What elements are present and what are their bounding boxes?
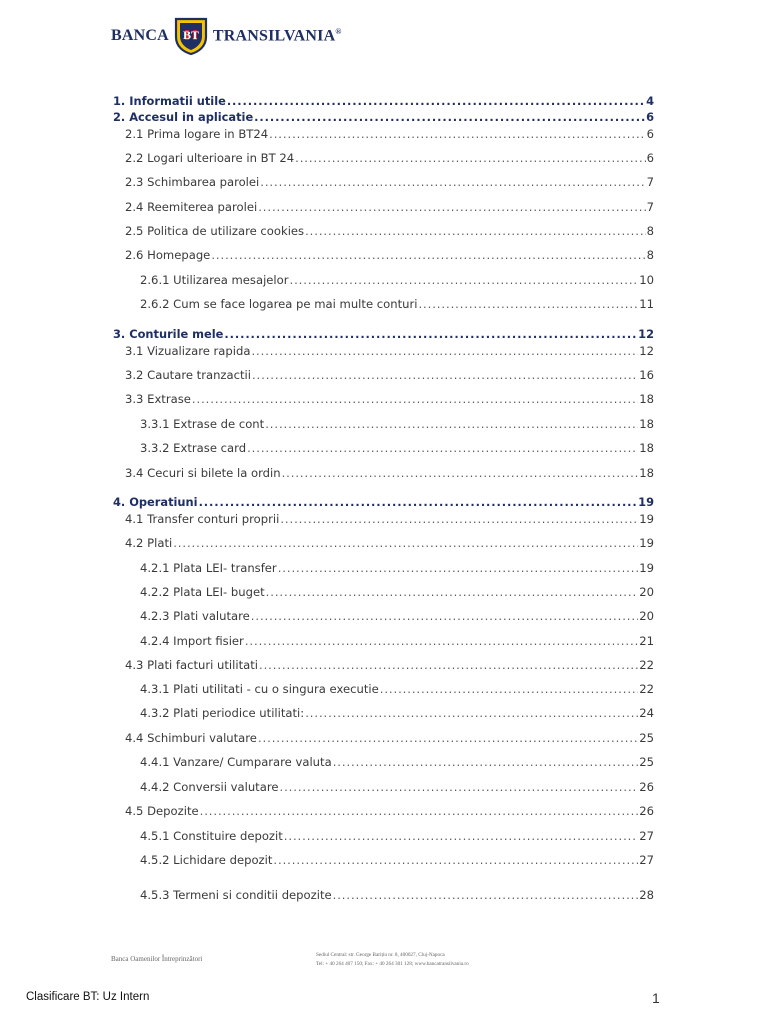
toc-entry-title: 4.4.2 Conversii valutare	[140, 780, 279, 794]
toc-entry[interactable]	[113, 368, 654, 382]
toc-dot-leader	[199, 495, 638, 509]
toc-dot-leader	[227, 94, 645, 108]
toc-entry[interactable]	[113, 731, 654, 745]
toc-dot-leader	[266, 585, 639, 599]
toc-entry-title: 4.3.2 Plati periodice utilitati:	[140, 706, 305, 720]
toc-dot-leader	[333, 755, 639, 769]
toc-entry[interactable]	[113, 110, 654, 124]
toc-entry-page: 18	[639, 392, 654, 406]
toc-entry-page: 26	[639, 780, 654, 794]
toc-dot-leader	[173, 536, 638, 550]
toc-dot-leader	[211, 248, 645, 262]
toc-entry-page: 27	[639, 829, 654, 843]
toc-entry-title: 4.4.1 Vanzare/ Cumparare valuta	[140, 755, 332, 769]
toc-entry-title: 3.2 Cautare tranzactii	[125, 368, 251, 382]
toc-entry[interactable]	[113, 634, 654, 648]
toc-dot-leader	[254, 110, 645, 124]
toc-entry[interactable]	[113, 224, 654, 238]
toc-entry-title: 2.2 Logari ulterioare in BT 24	[125, 151, 295, 165]
toc-entry[interactable]	[113, 297, 654, 311]
registered-mark: ®	[335, 26, 342, 36]
toc-entry-title: 4.5 Depozite	[125, 804, 199, 818]
toc-entry-page: 18	[639, 441, 654, 455]
logo-text-left: BANCA	[111, 27, 169, 44]
toc-entry-page: 27	[639, 853, 654, 867]
toc-entry-page: 6	[646, 110, 654, 124]
bt-badge-label: BT	[182, 28, 199, 42]
toc-entry-page: 10	[639, 273, 654, 287]
toc-entry-title: 4.3.1 Plati utilitati - cu o singura executie	[140, 682, 379, 696]
toc-entry[interactable]	[113, 804, 654, 818]
toc-entry-page: 20	[639, 609, 654, 623]
toc-dot-leader	[273, 853, 638, 867]
toc-dot-leader	[418, 297, 638, 311]
toc-entry-title: 3.3.1 Extrase de cont	[140, 417, 265, 431]
toc-entry-title: 3.4 Cecuri si bilete la ordin	[125, 466, 281, 480]
bt-shield-icon	[174, 17, 208, 55]
toc-entry-page: 25	[639, 731, 654, 745]
toc-dot-leader	[251, 344, 638, 358]
toc-dot-leader	[282, 466, 639, 480]
toc-dot-leader	[305, 706, 638, 720]
toc-entry[interactable]	[113, 512, 654, 526]
toc-entry[interactable]	[113, 561, 654, 575]
toc-entry[interactable]	[113, 200, 654, 214]
toc-dot-leader	[252, 368, 638, 382]
toc-entry-page: 19	[639, 536, 654, 550]
toc-entry[interactable]	[113, 888, 654, 902]
toc-entry-page: 28	[639, 888, 654, 902]
toc-entry-page: 16	[639, 368, 654, 382]
page-number: 1	[652, 990, 660, 1006]
toc-entry[interactable]	[113, 441, 654, 455]
toc-entry-page: 24	[639, 706, 654, 720]
footer-slogan: Banca Oamenilor Întreprinzători	[111, 955, 203, 963]
toc-entry-title: 2.6.1 Utilizarea mesajelor	[140, 273, 289, 287]
toc-entry[interactable]	[113, 273, 654, 287]
toc-entry[interactable]	[113, 327, 654, 341]
toc-entry-title: 2.5 Politica de utilizare cookies	[125, 224, 305, 238]
toc-entry-title: 4.4 Schimburi valutare	[125, 731, 257, 745]
toc-entry[interactable]	[113, 392, 654, 406]
toc-dot-leader	[258, 731, 638, 745]
toc-entry-page: 21	[639, 634, 654, 648]
toc-entry-page: 22	[639, 658, 654, 672]
toc-dot-leader	[305, 224, 646, 238]
toc-dot-leader	[258, 200, 645, 214]
toc-entry-title: 2.6 Homepage	[125, 248, 211, 262]
toc-entry-page: 20	[639, 585, 654, 599]
toc-dot-leader	[245, 634, 638, 648]
toc-entry-title: 4.2.2 Plata LEI- buget	[140, 585, 265, 599]
toc-entry[interactable]	[113, 829, 654, 843]
toc-entry-page: 11	[639, 297, 654, 311]
toc-dot-leader	[280, 512, 638, 526]
toc-entry-title: 4.2.3 Plati valutare	[140, 609, 250, 623]
toc-entry-title: 3.1 Vizualizare rapida	[125, 344, 251, 358]
toc-entry-page: 6	[646, 151, 654, 165]
toc-entry[interactable]	[113, 151, 654, 165]
toc-entry-title: 2.1 Prima logare in BT24	[125, 127, 269, 141]
toc-entry[interactable]	[113, 248, 654, 262]
toc-entry-page: 26	[639, 804, 654, 818]
toc-entry-title: 4.1 Transfer conturi proprii	[125, 512, 280, 526]
toc-entry-title: 2.4 Reemiterea parolei	[125, 200, 258, 214]
toc-entry-page: 8	[646, 248, 654, 262]
toc-entry[interactable]	[113, 755, 654, 769]
toc-dot-leader	[284, 829, 638, 843]
toc-entry[interactable]	[113, 585, 654, 599]
toc-entry-page: 19	[638, 495, 654, 509]
toc-entry[interactable]	[113, 853, 654, 867]
toc-entry-page: 18	[639, 466, 654, 480]
classification-label: Clasificare BT: Uz Intern	[26, 991, 150, 1003]
toc-dot-leader	[192, 392, 638, 406]
toc-entry-title: 3. Conturile mele	[113, 327, 224, 341]
toc-dot-leader	[260, 175, 645, 189]
toc-dot-leader	[290, 273, 639, 287]
toc-entry-title: 2. Accesul in aplicatie	[113, 110, 254, 124]
toc-entry[interactable]	[113, 127, 654, 141]
toc-entry[interactable]	[113, 706, 654, 720]
toc-dot-leader	[295, 151, 646, 165]
toc-dot-leader	[279, 780, 638, 794]
toc-entry-title: 3.3.2 Extrase card	[140, 441, 247, 455]
toc-entry-page: 12	[639, 344, 654, 358]
logo-text-right-label: TRANSILVANIA	[212, 27, 336, 45]
toc-dot-leader	[247, 441, 638, 455]
toc-entry[interactable]	[113, 495, 654, 509]
toc-entry[interactable]	[113, 466, 654, 480]
toc-entry[interactable]	[113, 94, 654, 108]
toc-entry-page: 19	[639, 561, 654, 575]
toc-entry[interactable]	[113, 175, 654, 189]
toc-dot-leader	[251, 609, 638, 623]
toc-entry-page: 25	[639, 755, 654, 769]
toc-dot-leader	[265, 417, 638, 431]
toc-entry-page: 8	[646, 224, 654, 238]
toc-entry-title: 2.3 Schimbarea parolei	[125, 175, 260, 189]
toc-entry[interactable]	[113, 780, 654, 794]
toc-entry-title: 4.5.1 Constituire depozit	[140, 829, 283, 843]
toc-dot-leader	[380, 682, 639, 696]
toc-dot-leader	[278, 561, 639, 575]
toc-entry-page: 7	[646, 175, 654, 189]
footer-address-line2: Tel: + 40 264 407 150; Fax: + 40 264 301 128; www.bancatransilvania.ro	[316, 961, 469, 967]
footer-address	[316, 951, 469, 969]
toc-entry[interactable]	[113, 682, 654, 696]
toc-entry-page: 12	[638, 327, 654, 341]
toc-entry[interactable]	[113, 417, 654, 431]
toc-entry[interactable]	[113, 609, 654, 623]
toc-entry-page: 6	[646, 127, 654, 141]
toc-entry-title: 3.3 Extrase	[125, 392, 191, 406]
toc-dot-leader	[269, 127, 645, 141]
toc-entry-page: 22	[639, 682, 654, 696]
toc-entry-title: 4. Operatiuni	[113, 495, 198, 509]
toc-entry-title: 4.2.1 Plata LEI- transfer	[140, 561, 277, 575]
toc-entry[interactable]	[113, 536, 654, 550]
toc-dot-leader	[333, 888, 639, 902]
toc-entry-title: 4.2.4 Import fisier	[140, 634, 244, 648]
toc-entry[interactable]	[113, 344, 654, 358]
toc-entry-page: 18	[639, 417, 654, 431]
toc-dot-leader	[200, 804, 639, 818]
toc-entry-page: 7	[646, 200, 654, 214]
toc-entry[interactable]	[113, 658, 654, 672]
toc-entry-title: 2.6.2 Cum se face logarea pe mai multe conturi	[140, 297, 418, 311]
toc-dot-leader	[259, 658, 638, 672]
footer-address-line1: Sediul Central: str. George Barițiu nr. 8, 400027, Cluj-Napoca	[316, 952, 445, 958]
logo-text-right	[213, 27, 342, 45]
toc-entry-title: 4.5.3 Termeni si conditii depozite	[140, 888, 332, 902]
toc-dot-leader	[224, 327, 637, 341]
toc-entry-page: 4	[646, 94, 654, 108]
toc-entry-title: 4.5.2 Lichidare depozit	[140, 853, 273, 867]
toc-entry-page: 19	[639, 512, 654, 526]
toc-entry-title: 4.3 Plati facturi utilitati	[125, 658, 258, 672]
toc-entry-title: 4.2 Plati	[125, 536, 173, 550]
toc-entry-title: 1. Informatii utile	[113, 94, 226, 108]
bank-logo	[111, 16, 342, 56]
